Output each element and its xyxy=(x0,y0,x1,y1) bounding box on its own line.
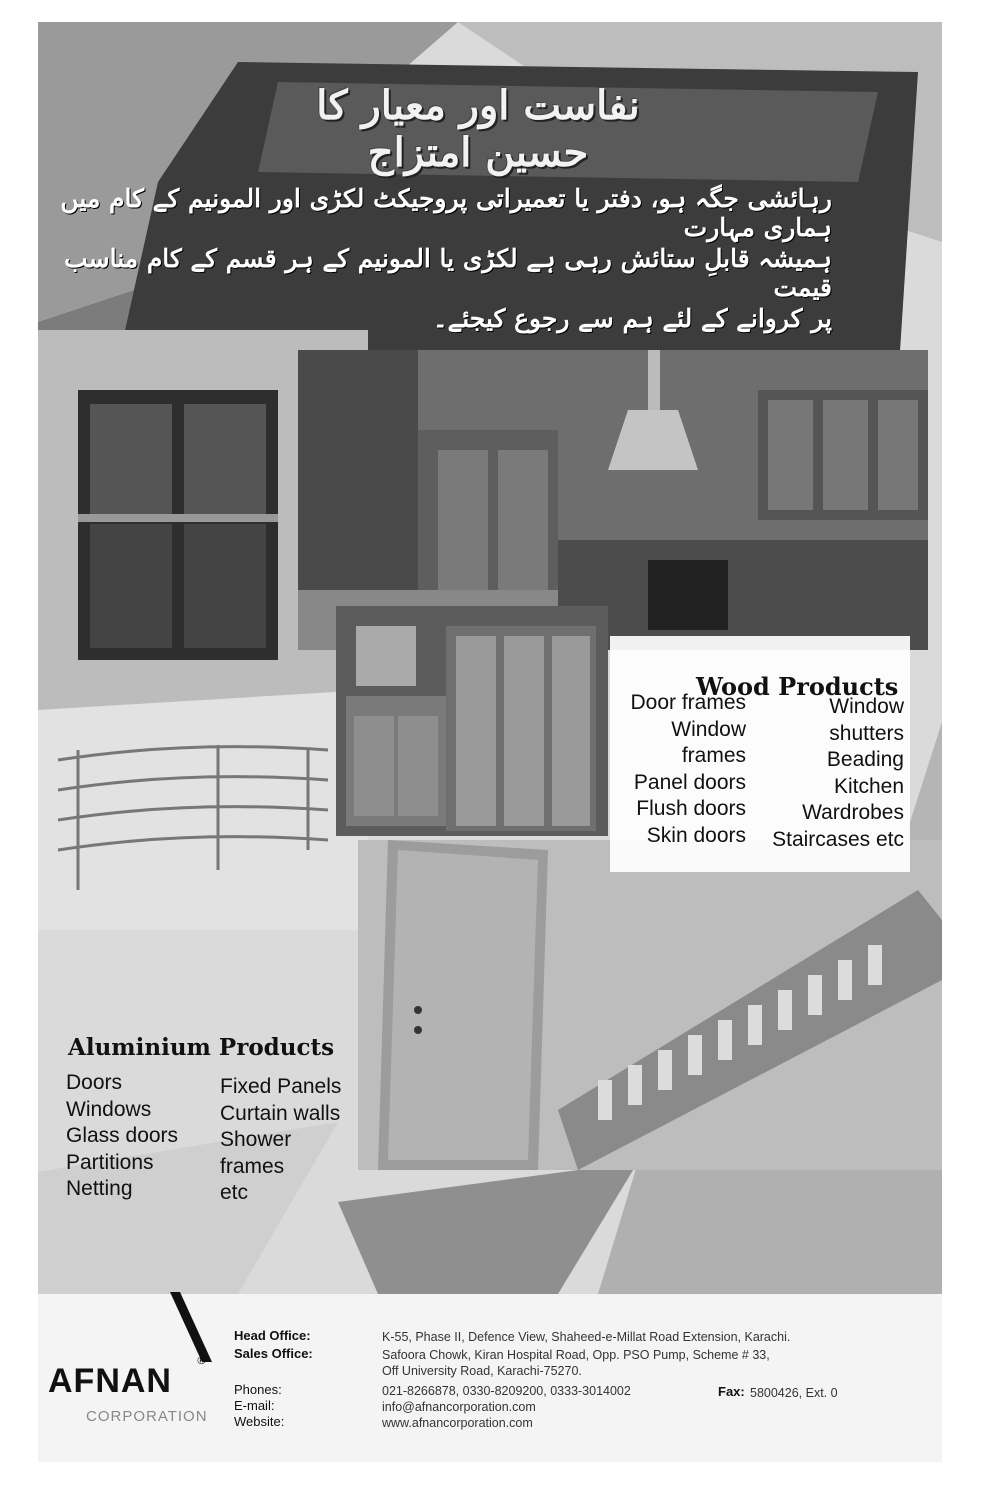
fax-label: Fax: xyxy=(718,1384,745,1399)
aluminium-item: Windows xyxy=(66,1097,152,1121)
advertisement xyxy=(38,22,942,1462)
aluminium-item: etc xyxy=(220,1181,249,1205)
aluminium-products-list-2 xyxy=(220,1074,341,1207)
phones-label: Phones: xyxy=(234,1382,282,1397)
wood-item: Kitchen xyxy=(833,774,904,798)
aluminium-products-list-1 xyxy=(66,1070,178,1203)
aluminium-item: Partitions xyxy=(66,1150,154,1174)
aluminium-item: frames xyxy=(220,1154,285,1178)
wood-item: Door frames xyxy=(630,691,746,714)
aluminium-item: Fixed Panels xyxy=(220,1075,342,1098)
wood-item: Window xyxy=(829,695,904,718)
wood-item: Window xyxy=(671,717,746,741)
sales-office-address-2: Off University Road, Karachi-75270. xyxy=(382,1364,582,1378)
afnan-logo-mark-icon xyxy=(140,1292,220,1364)
wardrobe-photo xyxy=(336,606,608,836)
head-office-label: Head Office: xyxy=(234,1328,311,1343)
urdu-intro-line-3: پر کروانے کے لئے ہم سے رجوع کیجئے۔ xyxy=(432,304,832,333)
fax-value: 5800426, Ext. 0 xyxy=(750,1386,838,1400)
aluminium-item: Netting xyxy=(66,1177,133,1201)
wood-item: shutters xyxy=(829,721,904,745)
kitchen-photo xyxy=(298,350,928,650)
wood-products-list-1 xyxy=(624,690,746,850)
company-subtitle: CORPORATION xyxy=(86,1408,208,1425)
email-value[interactable]: info@afnancorporation.com xyxy=(382,1400,536,1414)
wood-item: Flush doors xyxy=(636,797,746,821)
wood-item: frames xyxy=(681,744,746,768)
head-office-address: K-55, Phase II, Defence View, Shaheed-e-Millat Road Extension, Karachi. xyxy=(382,1330,791,1344)
wood-products-title: Wood Products xyxy=(696,672,899,701)
wood-item: Wardrobes xyxy=(802,801,904,825)
wood-item: Staircases etc xyxy=(772,827,904,851)
wooden-door-railing-photo xyxy=(358,840,942,1170)
website-value[interactable]: www.afnancorporation.com xyxy=(382,1416,533,1430)
aluminium-item: Curtain walls xyxy=(220,1101,341,1125)
aluminium-item: Doors xyxy=(66,1071,123,1094)
sales-office-label: Sales Office: xyxy=(234,1346,313,1361)
urdu-intro-line-1: رہائشی جگہ ہو، دفتر یا تعمیراتی پروجیکٹ لکڑی اور المونیم کے کام میں ہماری مہارت xyxy=(60,184,832,242)
company-name: AFNAN xyxy=(48,1362,172,1400)
aluminium-item: Glass doors xyxy=(66,1124,179,1148)
urdu-intro-line-2: ہمیشہ قابلِ ستائش رہی ہے لکڑی یا المونیم کے ہر قسم کے کام مناسب قیمت xyxy=(64,244,832,302)
website-label: Website: xyxy=(234,1414,285,1429)
sales-office-address-1: Safoora Chowk, Kiran Hospital Road, Opp. PSO Pump, Scheme # 33, xyxy=(382,1348,770,1362)
wood-item: Skin doors xyxy=(646,823,746,847)
aluminium-item: Shower xyxy=(220,1128,292,1152)
wood-item: Beading xyxy=(826,748,904,772)
wood-item: Panel doors xyxy=(633,770,746,794)
registered-mark: ® xyxy=(196,1354,207,1367)
phones-value: 021-8266878, 0330-8209200, 0333-3014002 xyxy=(382,1384,631,1398)
email-label: E-mail: xyxy=(234,1398,275,1413)
urdu-headline: نفاست اور معیار کا حسین امتزاج xyxy=(316,82,640,176)
aluminium-products-title: Aluminium Products xyxy=(68,1034,335,1061)
wood-products-list-2 xyxy=(758,694,904,854)
